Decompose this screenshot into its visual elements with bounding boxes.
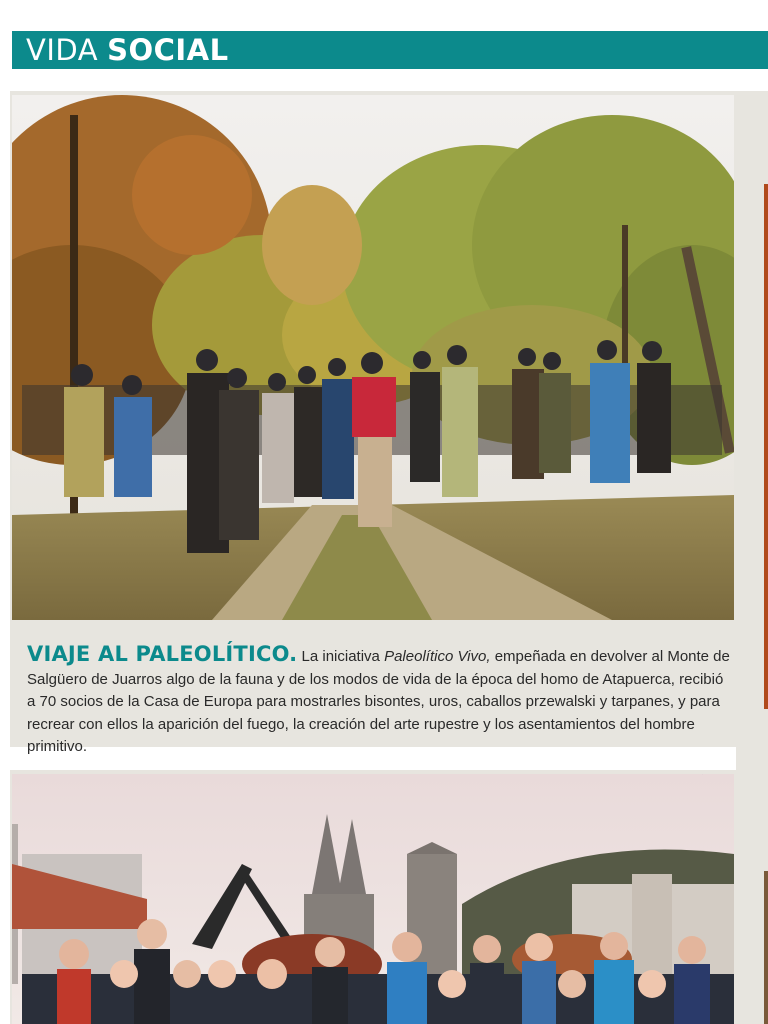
article-caption bbox=[27, 643, 733, 759]
section-label-light: VIDA bbox=[26, 33, 99, 67]
cathedral-group-photo bbox=[12, 774, 734, 1024]
section-label-bold: SOCIAL bbox=[107, 33, 229, 67]
section-header bbox=[12, 31, 768, 69]
forest-group-photo bbox=[12, 95, 734, 620]
article-body-text: empeñada en devolver al Monte de Salgüero de Juarros algo de la fauna y de los modos de vida de la época del homo de Atapuerca, recibió a 70 socios de la Casa de Europa para mostrarles bisontes, uros, caballos przewalski y tarpanes, y para recrear con ellos la aparición del fuego, la creación del arte rupestre y los asentamientos del hombre primitivo. bbox=[27, 648, 730, 755]
adjacent-photo-edge bbox=[764, 184, 768, 709]
article-headline: VIAJE AL PALEOLÍTICO. bbox=[27, 642, 298, 666]
adjacent-photo-edge bbox=[764, 871, 768, 1024]
adjacent-page-strip bbox=[736, 91, 768, 1024]
article-card bbox=[10, 91, 736, 755]
article-body-intro: La iniciativa bbox=[301, 648, 380, 665]
article-body-italic: Paleolítico Vivo, bbox=[384, 648, 491, 665]
second-article-card bbox=[10, 770, 736, 1024]
